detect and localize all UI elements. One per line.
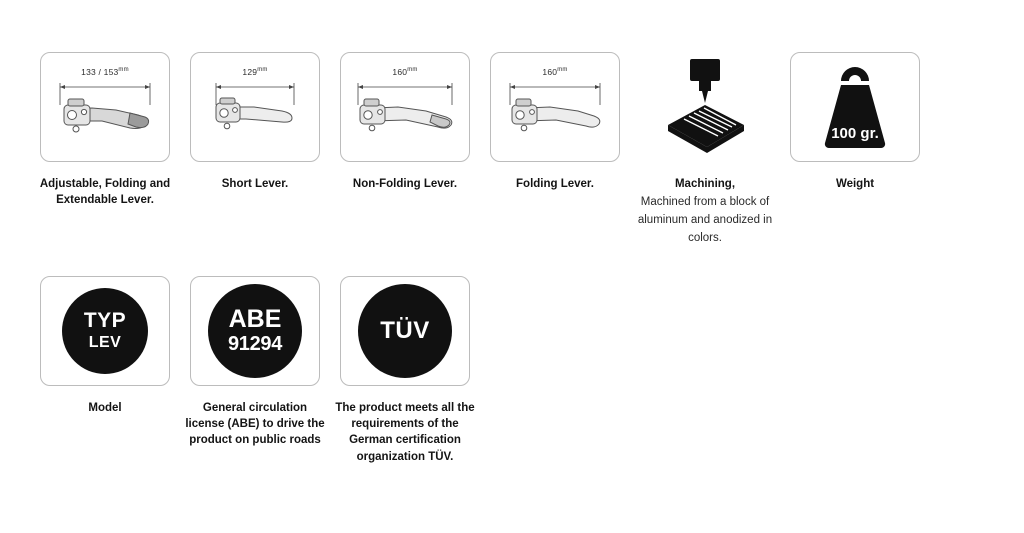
machining-card: [640, 52, 770, 162]
dimension-label: $160^{mm}$: [542, 67, 568, 77]
spec-item-model: [40, 276, 170, 416]
dimension-label: $133 / 153^{mm}$: [81, 67, 129, 77]
tuv-badge: [358, 284, 452, 378]
spec-item-machining: [637, 52, 773, 248]
spec-item-abe: [185, 276, 325, 449]
lever-card: [40, 52, 170, 162]
spec-item-folding-lever: [490, 52, 620, 192]
lever-card: [190, 52, 320, 162]
weight-card: [790, 52, 920, 162]
spec-caption: General circulation license (ABE) to drive the product on public roads: [185, 401, 325, 447]
model-badge-line1: TYP: [83, 309, 127, 333]
spec-item-weight: [790, 52, 920, 192]
spec-caption: Folding Lever.: [516, 178, 594, 190]
weight-icon: [803, 55, 907, 159]
lever-drawing-short: [196, 61, 314, 153]
spec-caption: Weight: [835, 178, 875, 190]
spec-item-short-lever: [190, 52, 320, 192]
dimension-label: $160^{mm}$: [392, 67, 418, 77]
spec-caption: The product meets all the requirements of the German certification organization TÜV.: [335, 401, 475, 463]
lever-drawing-folding: [496, 61, 614, 153]
spec-item-non-folding-lever: [340, 52, 470, 192]
model-badge: [62, 288, 148, 374]
spec-caption: Short Lever.: [221, 178, 289, 190]
weight-value: 100 gr.: [831, 125, 879, 142]
spec-row-top: [40, 52, 984, 248]
abe-badge-line1: ABE: [228, 305, 282, 334]
spec-caption: Non-Folding Lever.: [352, 178, 458, 190]
spec-caption: Model: [88, 401, 122, 414]
dimension-label: $129^{mm}$: [242, 67, 268, 77]
abe-badge: [208, 284, 302, 378]
abe-card: [190, 276, 320, 386]
tuv-card: [340, 276, 470, 386]
spec-row-bottom: [40, 276, 984, 465]
model-badge-line2: LEV: [88, 334, 122, 352]
lever-drawing-adjustable: [46, 61, 164, 153]
spec-item-adjustable-folding-extendable-lever: [40, 52, 170, 209]
lever-card: [340, 52, 470, 162]
model-card: [40, 276, 170, 386]
spec-subcaption: Machined from a block of aluminum and anodized in colors.: [637, 196, 773, 244]
spec-caption: Adjustable, Folding and Extendable Lever.: [39, 178, 171, 207]
cnc-machining-icon: [650, 55, 760, 159]
weight-illustration: [803, 55, 907, 159]
lever-card: [490, 52, 620, 162]
spec-caption: Machining,: [674, 178, 736, 190]
abe-badge-line2: 91294: [227, 333, 283, 356]
spec-item-tuv: [335, 276, 475, 465]
lever-drawing-non-folding: [346, 61, 464, 153]
tuv-badge-label: TÜV: [380, 316, 430, 344]
